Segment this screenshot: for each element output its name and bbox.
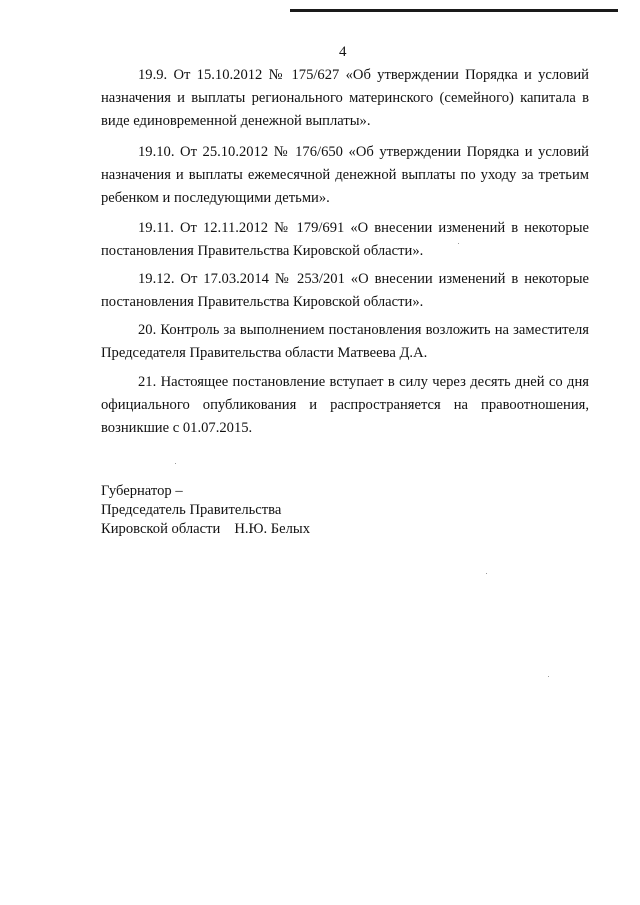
- signature-name: Н.Ю. Белых: [234, 521, 311, 537]
- paragraph-19-12: 19.12. От 17.03.2014 № 253/201 «О внесении изменений в некоторые постановления Правительства Кировской области».: [101, 271, 589, 310]
- paragraph-20: 20. Контроль за выполнением постановления возложить на заместителя Председателя Правительства области Матвеева Д.А.: [101, 322, 589, 361]
- paragraph-19-10: 19.10. От 25.10.2012 № 176/650 «Об утверждении Порядка и условий назначения и выплаты ежемесячной денежной выплаты по уходу за третьим ребенком и последующими детьми».: [101, 144, 589, 206]
- paragraph-19-9: 19.9. От 15.10.2012 № 175/627 «Об утверждении Порядка и условий назначения и выплаты регионального материнского (семейного) капитала в виде единовременной денежной выплаты».: [101, 67, 589, 129]
- top-rule: [290, 9, 618, 12]
- scan-speck: [548, 676, 549, 677]
- scan-speck: [175, 463, 176, 464]
- signature-region: Кировской области: [101, 521, 221, 537]
- signature-title-line1: Губернатор –: [101, 483, 183, 499]
- signature-title-line3: [101, 520, 310, 539]
- paragraph-21: 21. Настоящее постановление вступает в силу через десять дней со дня официального опубликования и распространяется на правоотношения, возникшие с 01.07.2015.: [101, 374, 589, 436]
- paragraph-19-11: 19.11. От 12.11.2012 № 179/691 «О внесении изменений в некоторые постановления Правительства Кировской области».: [101, 220, 589, 259]
- page-number: 4: [339, 44, 347, 60]
- signature-block: [101, 482, 310, 539]
- scan-speck: [486, 573, 487, 574]
- signature-title-line2: Председатель Правительства: [101, 502, 282, 518]
- scan-speck: [458, 243, 459, 244]
